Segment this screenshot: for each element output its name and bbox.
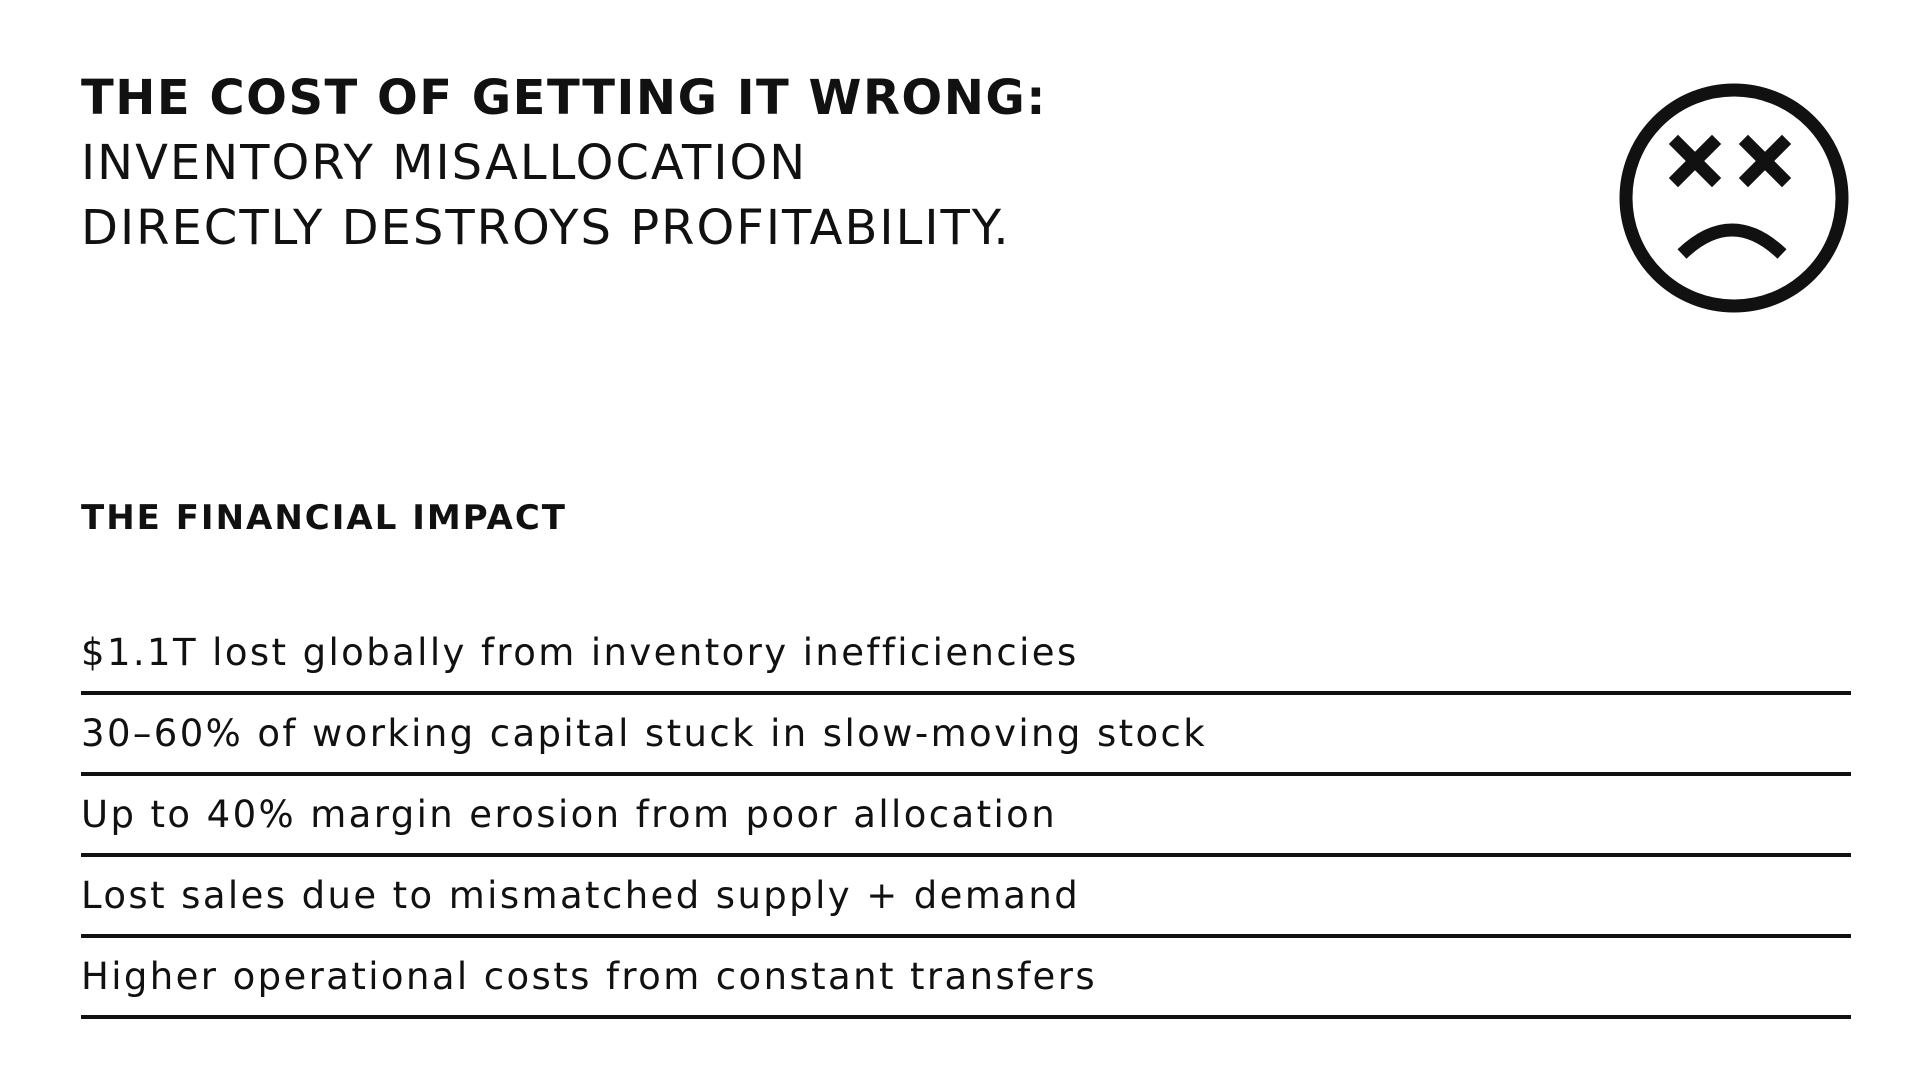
list-item: $1.1T lost globally from inventory inefficiencies xyxy=(81,614,1851,695)
dead-face-icon xyxy=(1614,78,1854,318)
list-item: Lost sales due to mismatched supply + demand xyxy=(81,857,1851,938)
headline-line-3: DIRECTLY DESTROYS PROFITABILITY. xyxy=(81,200,1011,256)
section-heading: THE FINANCIAL IMPACT xyxy=(81,498,567,538)
page-title xyxy=(81,66,1381,261)
headline-line-2: INVENTORY MISALLOCATION xyxy=(81,135,808,191)
impact-list xyxy=(81,614,1851,1019)
headline-line-1: THE COST OF GETTING IT WRONG: xyxy=(81,70,1047,126)
list-item: Up to 40% margin erosion from poor allocation xyxy=(81,776,1851,857)
list-item: Higher operational costs from constant transfers xyxy=(81,938,1851,1019)
list-item: 30–60% of working capital stuck in slow-moving stock xyxy=(81,695,1851,776)
